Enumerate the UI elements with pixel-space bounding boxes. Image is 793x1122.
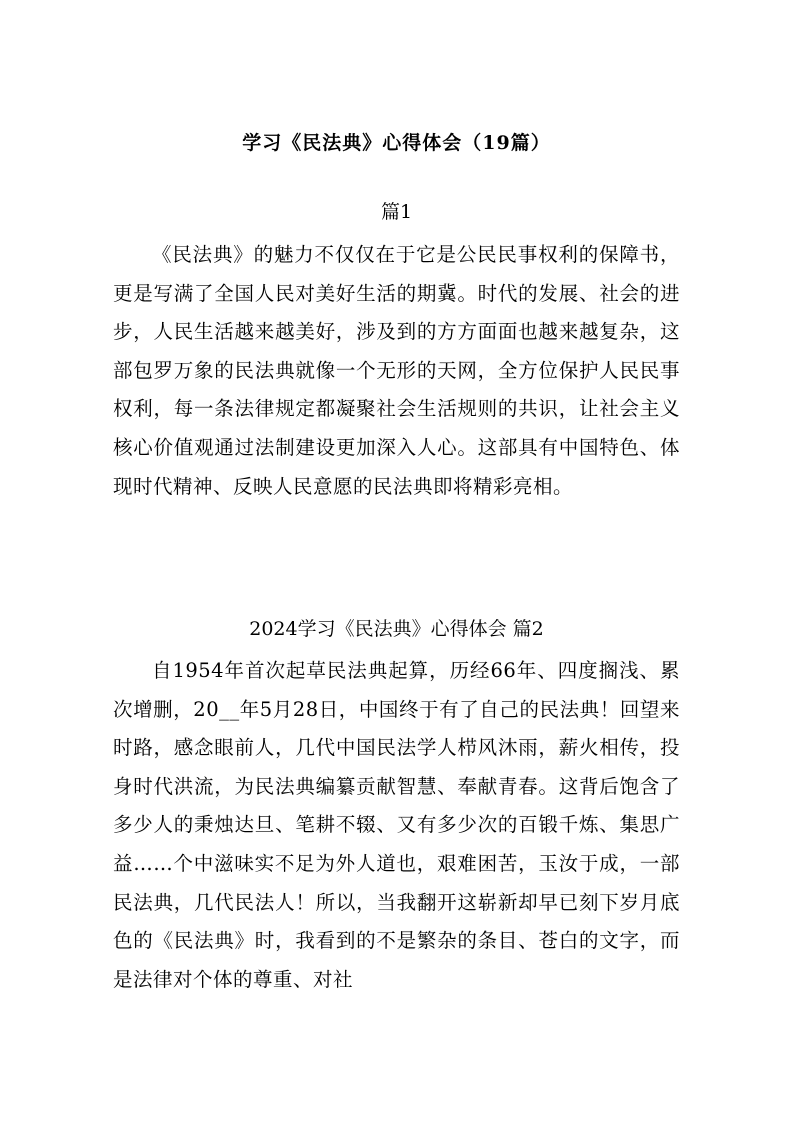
section-2-body: 自1954年首次起草民法典起算，历经66年、四度搁浅、累次增删，20__年5月28日，中国终于有了自己的民法典！回望来时路，感念眼前人，几代中国民法学人栉风沐雨，薪火相传，投身时代洪流，为民法典编纂贡献智慧、奉献青春。这背后饱含了多少人的秉烛达旦、笔耕不辍、又有多少次的百锻千炼、集思广益……个中滋味实不足为外人道也，艰难困苦，玉汝于成，一部民法典，几代民法人！所以，当我翻开这崭新却早已刻下岁月底色的《民法典》时，我看到的不是繁杂的条目、苍白的文字，而是法律对个体的尊重、对社	[113, 659, 680, 991]
document-title: 学习《民法典》心得体会（19篇）	[242, 132, 551, 154]
section-1-heading: 篇1	[380, 201, 413, 223]
section-2-heading: 2024学习《民法典》心得体会 篇2	[249, 618, 544, 640]
section-1-body: 《民法典》的魅力不仅仅在于它是公民民事权利的保障书，更是写满了全国人民对美好生活的期冀。时代的发展、社会的进步，人民生活越来越美好，涉及到的方方面面也越来越复杂，这部包罗万象的民法典就像一个无形的天网，全方位保护人民民事权利，每一条法律规定都凝聚社会生活规则的共识，让社会主义核心价值观通过法制建设更加深入人心。这部具有中国特色、体现时代精神、反映人民意愿的民法典即将精彩亮相。	[113, 243, 680, 498]
